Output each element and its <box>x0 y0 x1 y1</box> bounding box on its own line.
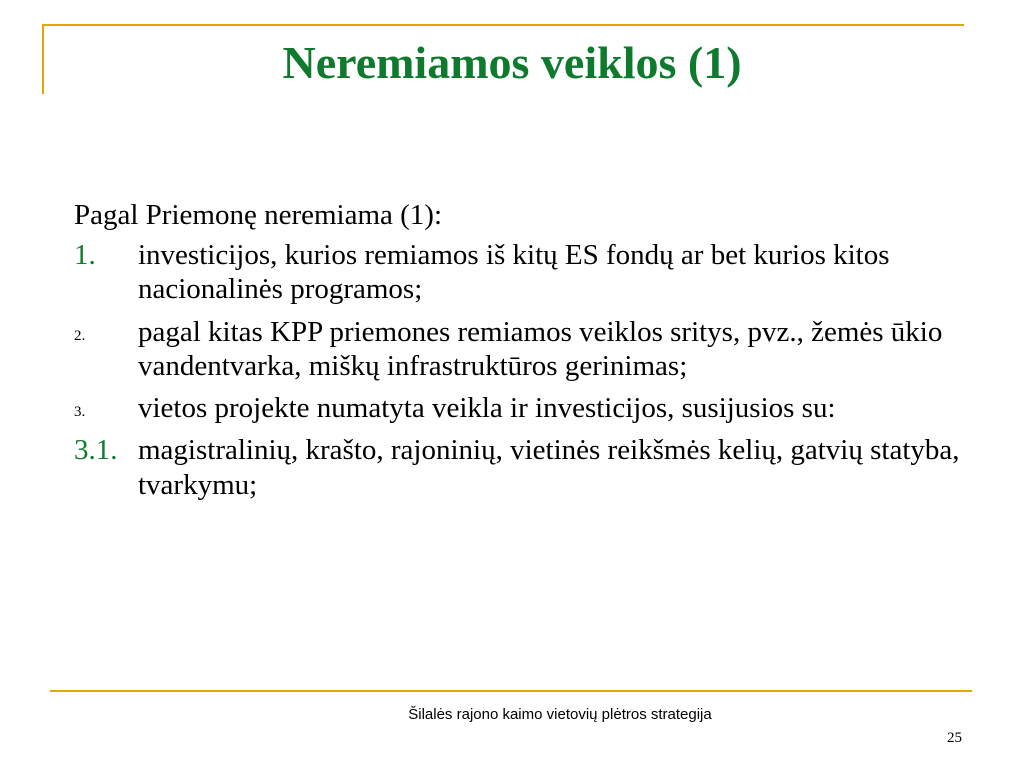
list-marker: 2. <box>74 327 86 344</box>
top-border-line <box>42 24 964 26</box>
list-item-text: vietos projekte numatyta veikla ir investicijos, susijusios su: <box>138 392 836 425</box>
slide-title: Neremiamos veiklos (1) <box>282 37 742 88</box>
list-item <box>74 238 974 306</box>
list-marker: 3. <box>74 404 86 421</box>
list-item <box>74 433 974 501</box>
slide-content <box>74 198 974 510</box>
intro-text: Pagal Priemonę neremiama (1): <box>74 199 443 231</box>
footer-divider <box>50 690 972 692</box>
list-marker: 1. <box>74 239 96 272</box>
list-marker: 3.1. <box>74 434 118 467</box>
list-item-text: magistralinių, krašto, rajoninių, vietinės reikšmės kelių, gatvių statyba, tvarkymu; <box>138 434 960 501</box>
list-item-text: pagal kitas KPP priemones remiamos veiklos sritys, pvz., žemės ūkio vandentvarka, miškų infrastruktūros gerinimas; <box>138 315 943 382</box>
list-item <box>74 315 974 383</box>
footer-text: Šilalės rajono kaimo vietovių plėtros strategija <box>408 706 712 723</box>
page-number: 25 <box>947 730 962 746</box>
list-item-text: investicijos, kurios remiamos iš kitų ES fondų ar bet kurios kitos nacionalinės programos; <box>138 239 890 306</box>
list-item <box>74 391 974 425</box>
